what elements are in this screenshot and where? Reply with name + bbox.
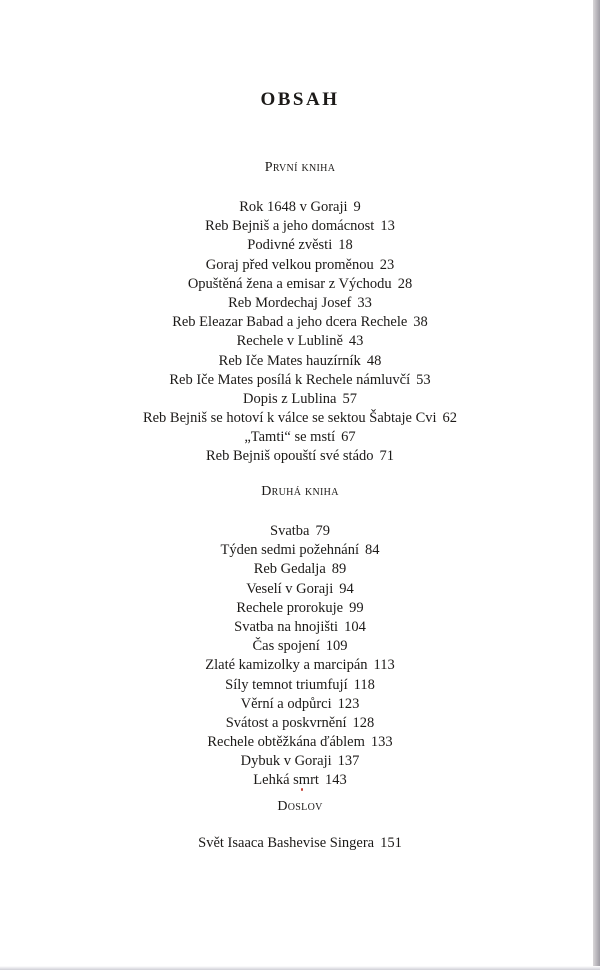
entry-page: 28: [397, 275, 413, 292]
entry-title: Reb Gedalja: [253, 561, 326, 578]
entry-page: 67: [341, 429, 356, 446]
toc-entry: [0, 676, 600, 695]
entry-page: 38: [413, 314, 428, 331]
entry-page: 109: [325, 638, 348, 655]
entry-page: 104: [344, 618, 366, 635]
toc-entry: [0, 580, 600, 599]
entry-page: 128: [352, 714, 375, 731]
entry-page: 43: [348, 333, 364, 350]
toc-entry: [0, 733, 600, 752]
toc-entry: [0, 409, 600, 428]
entry-page: 99: [349, 599, 364, 616]
toc-entry: [0, 390, 600, 409]
entry-title: Reb Bejniš a jeho domácnost: [205, 218, 375, 235]
toc-entry: [0, 217, 600, 236]
toc-list: [0, 198, 600, 467]
toc-entry: [0, 695, 600, 714]
toc-entry: [0, 371, 600, 390]
toc-list: [0, 522, 600, 791]
entry-page: 23: [379, 256, 395, 273]
toc-entry: [0, 771, 600, 790]
entry-title: „Tamti“ se mstí: [244, 429, 336, 446]
toc-entry: [0, 522, 600, 541]
toc-entry: [0, 560, 600, 579]
entry-page: 84: [365, 542, 380, 559]
entry-title: Podivné zvěsti: [247, 237, 333, 254]
toc-entry: [0, 313, 600, 332]
entry-title: Dybuk v Goraji: [240, 753, 332, 770]
entry-page: 79: [315, 523, 330, 539]
toc-list: [0, 834, 600, 853]
toc-entry: [0, 618, 600, 637]
toc-entry: [0, 275, 600, 294]
toc-entry: [0, 428, 600, 447]
entry-title: Věrní a odpůrci: [240, 695, 332, 712]
entry-page: 71: [379, 448, 395, 465]
entry-page: 118: [353, 676, 375, 693]
entry-title: Reb Iče Mates posílá k Rechele námluvčí: [169, 371, 411, 388]
toc-entry: [0, 332, 600, 351]
entry-page: 94: [339, 580, 354, 597]
entry-title: Goraj před velkou proměnou: [205, 256, 374, 273]
section-doslov: [0, 797, 600, 853]
entry-page: 33: [357, 294, 372, 311]
entry-title: Reb Bejniš se hotoví k válce se sektou Šabtaje Cvi: [142, 410, 437, 427]
toc-entry: [0, 656, 600, 675]
page-bottom-edge: [0, 966, 600, 970]
toc-entry: [0, 447, 600, 466]
section-title: Doslov: [277, 799, 323, 814]
entry-page: 18: [338, 237, 353, 254]
entry-title: Rok 1648 v Goraji: [239, 199, 348, 215]
entry-title: Rechele prorokuje: [236, 599, 344, 616]
entry-title: Reb Mordechaj Josef: [228, 294, 352, 311]
toc-entry: [0, 198, 600, 217]
entry-title: Veselí v Goraji: [246, 580, 334, 597]
ink-speck: [301, 788, 303, 791]
entry-title: Svět Isaaca Bashevise Singera: [198, 835, 375, 851]
entry-title: Svatba na hnojišti: [234, 618, 339, 635]
section-druha-kniha: [0, 482, 600, 791]
entry-page: 57: [342, 390, 357, 407]
entry-title: Dopis z Lublina: [243, 390, 337, 407]
toc-entry: [0, 599, 600, 618]
page-title: OBSAH: [260, 88, 340, 110]
section-title: První kniha: [264, 160, 336, 175]
entry-page: 123: [337, 695, 360, 712]
toc-entry: [0, 352, 600, 371]
toc-entry: [0, 752, 600, 771]
entry-page: 133: [370, 734, 393, 751]
entry-title: Reb Eleazar Babad a jeho dcera Rechele: [172, 314, 408, 331]
toc-entry: [0, 294, 600, 313]
entry-title: Síly temnot triumfují: [225, 676, 348, 693]
section-title: Druhá kniha: [261, 484, 339, 499]
toc-entry: [0, 637, 600, 656]
entry-title: Čas spojení: [252, 638, 320, 655]
entry-title: Reb Iče Mates hauzírník: [218, 352, 361, 369]
entry-page: 143: [324, 772, 347, 789]
entry-title: Rechele v Lublině: [236, 333, 343, 350]
entry-page: 89: [331, 561, 347, 578]
toc-entry: [0, 714, 600, 733]
entry-title: Svátost a poskvrnění: [225, 714, 347, 731]
toc-entry: [0, 541, 600, 560]
toc-entry: [0, 236, 600, 255]
entry-title: Zlaté kamizolky a marcipán: [205, 657, 368, 674]
entry-title: Reb Bejniš opouští své stádo: [205, 448, 374, 465]
entry-page: 62: [442, 410, 458, 427]
entry-page: 137: [337, 753, 360, 770]
entry-title: Opuštěná žena a emisar z Východu: [187, 275, 392, 292]
entry-title: Rechele obtěžkána ďáblem: [207, 734, 365, 751]
entry-page: 48: [366, 352, 382, 369]
entry-page: 151: [380, 835, 402, 851]
entry-page: 113: [373, 657, 395, 674]
entry-page: 13: [380, 218, 395, 235]
section-prvni-kniha: [0, 158, 600, 467]
toc-entry: [0, 834, 600, 853]
toc-entry: [0, 256, 600, 275]
entry-title: Svatba: [270, 523, 310, 539]
entry-title: Týden sedmi požehnání: [220, 542, 359, 559]
entry-title: Lehká smrt: [253, 772, 319, 789]
entry-page: 53: [416, 371, 431, 388]
entry-page: 9: [353, 199, 361, 215]
